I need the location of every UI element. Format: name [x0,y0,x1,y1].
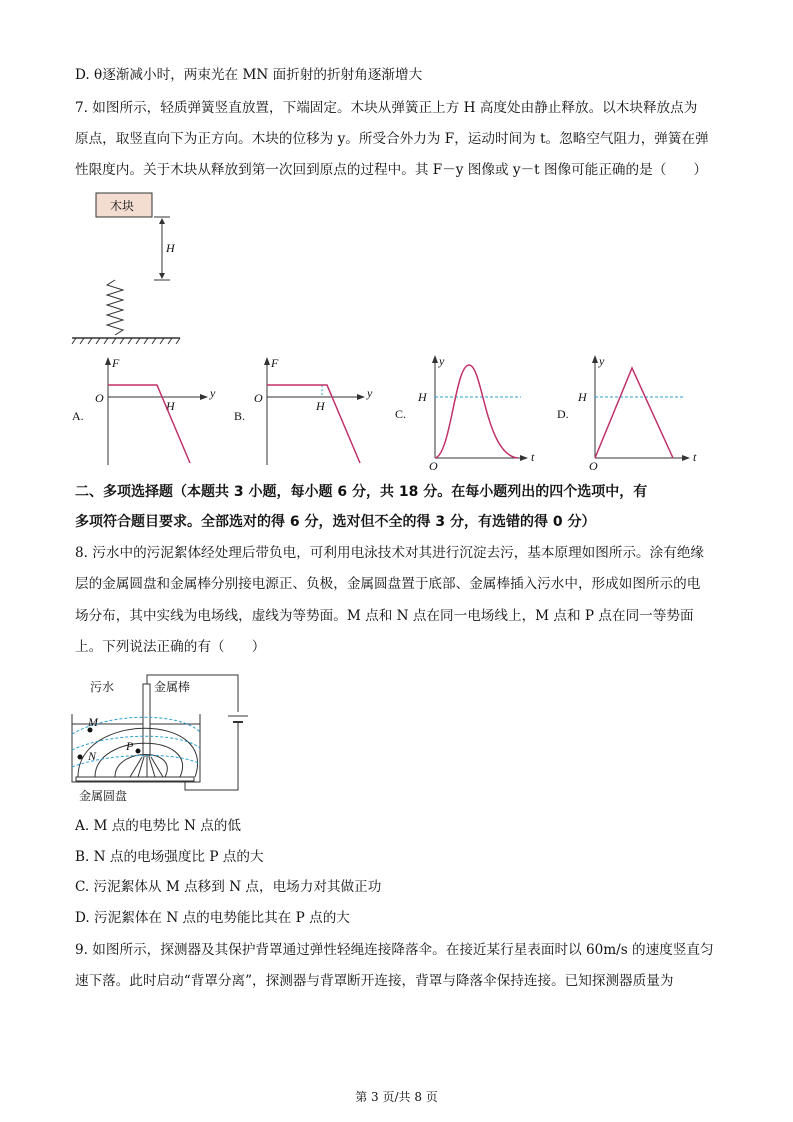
q8-line-2: 层的金属圆盘和金属棒分别接电源正、负极，金属圆盘置于底部、金属棒插入污水中，形成如图所示的电 [75,576,701,592]
q8-line-4: 上。下列说法正确的有（ ） [75,639,266,655]
q7-line-2: 原点，取竖直向下为正方向。木块的位移为 y。所受合外力为 F，运动时间为 t。忽略空气阻力，弹簧在弹 [75,131,709,147]
q7-option-c-graph [393,350,543,473]
q8-option-a: A. M 点的电势比 N 点的低 [75,818,241,834]
svg-text:y: y [439,354,445,368]
svg-text:H: H [166,399,175,413]
svg-text:F: F [271,356,279,370]
svg-text:N: N [88,749,97,763]
q7-spring-figure [70,190,200,350]
q8-electric-field-figure [70,672,250,802]
svg-text:F: F [112,356,120,370]
svg-text:H: H [418,390,427,404]
q8-line-3: 场分布，其中实线为电场线，虚线为等势面。M 点和 N 点在同一电场线上，M 点和 P 点在同一等势面 [75,608,694,624]
label-rod: 金属棒 [154,680,191,694]
q7-option-d-graph [555,350,705,473]
svg-text:H: H [316,399,325,413]
section-2-heading-line-1: 二、多项选择题（本题共 3 小题，每小题 6 分，共 18 分。在每小题列出的四个选项中，有 [75,484,648,500]
section-2-heading-line-2: 多项符合题目要求。全部选对的得 6 分，选对但不全的得 3 分，有选错的得 0 分） [75,514,596,530]
svg-text:t: t [531,450,535,464]
q8-option-d: D. 污泥絮体在 N 点的电势能比其在 P 点的大 [75,910,350,926]
svg-text:M: M [88,715,98,729]
q8-option-b: B. N 点的电场强度比 P 点的大 [75,849,264,865]
q7-line-3: 性限度内。关于木块从释放到第一次回到原点的过程中。其 F－y 图像或 y－t 图像可能正确的是（ ） [75,162,708,178]
page-footer: 第 3 页/共 8 页 [355,1090,438,1104]
svg-text:t: t [693,450,697,464]
svg-text:O: O [95,391,104,405]
svg-text:O: O [589,459,598,473]
svg-text:y: y [367,386,373,400]
q6-option-d: D. θ逐渐减小时，两束光在 MN 面折射的折射角逐渐增大 [75,67,423,83]
q7-line-1: 7. 如图所示，轻质弹簧竖直放置，下端固定。木块从弹簧正上方 H 高度处由静止释放。以木块释放点为 [75,100,698,116]
svg-text:A.: A. [72,409,84,423]
q8-option-c: C. 污泥絮体从 M 点移到 N 点，电场力对其做正功 [75,879,382,895]
label-water: 污水 [90,680,115,694]
svg-text:P: P [126,739,134,753]
svg-text:y: y [210,386,216,400]
svg-text:C.: C. [395,407,407,421]
q9-line-2: 速下落。此时启动“背罩分离”，探测器与背罩断开连接，背罩与降落伞保持连接。已知探测器质量为 [75,973,674,989]
svg-text:B.: B. [234,409,246,423]
height-label: H [166,241,175,255]
q7-option-a-graph [70,355,220,470]
svg-text:H: H [578,390,587,404]
q7-option-b-graph [232,355,382,470]
q8-line-1: 8. 污水中的污泥絮体经处理后带负电，可利用电泳技术对其进行沉淀去污，基本原理如图所示。涂有绝缘 [75,545,705,561]
svg-text:y: y [599,354,605,368]
svg-text:D.: D. [557,407,569,421]
block-label: 木块 [110,199,135,213]
svg-text:O: O [429,459,438,473]
label-disk: 金属圆盘 [79,789,128,803]
svg-text:O: O [254,391,263,405]
q9-line-1: 9. 如图所示，探测器及其保护背罩通过弹性轻绳连接降落伞。在接近某行星表面时以 60m/s 的速度竖直匀 [75,942,714,958]
